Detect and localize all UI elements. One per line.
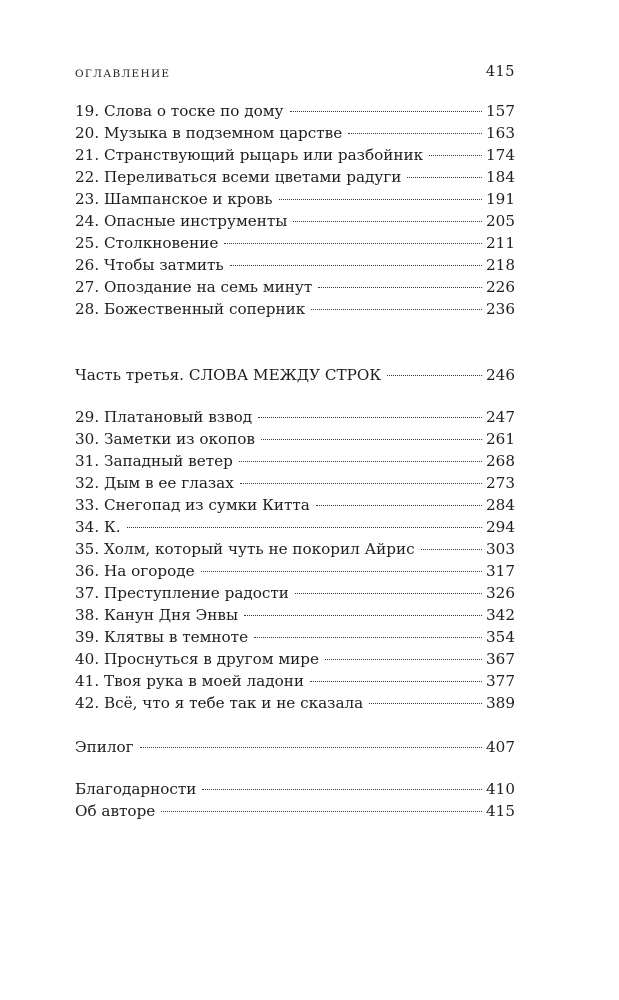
toc-entry-label: 26. Чтобы затмить [75,256,224,274]
toc-entry-page: 174 [486,146,515,164]
toc-entry [75,562,515,584]
dot-leader [348,133,482,134]
dot-leader [244,615,482,616]
toc-entry [75,146,515,168]
toc-entry-label: Благодарности [75,780,197,798]
toc-entry [75,124,515,146]
toc-entry-label: 31. Западный ветер [75,452,233,470]
toc-entry [75,694,515,716]
dot-leader [369,703,482,704]
toc-entry-label: 40. Проснуться в другом мире [75,650,320,668]
toc-entry-label: 22. Переливаться всеми цветами радуги [75,168,402,186]
dot-leader [258,417,482,418]
dot-leader [387,375,482,376]
toc-entry-label: 35. Холм, который чуть не покорил Айрис [75,540,415,558]
toc-entry [75,540,515,562]
toc-entry-label: 37. Преступление радости [75,584,289,602]
toc-entry [75,300,515,322]
toc-entry-page: 284 [486,496,515,514]
toc-entry-page: 184 [486,168,515,186]
dot-leader [254,637,482,638]
toc-entry-page: 261 [486,430,515,448]
toc-epilogue [75,738,515,760]
dot-leader [325,659,482,660]
toc-entry-label: 20. Музыка в подземном царстве [75,124,343,142]
toc-entry-page: 367 [486,650,515,668]
toc-entry-page: 354 [486,628,515,646]
toc-entry-label: 38. Канун Дня Энвы [75,606,239,624]
dot-leader [316,505,482,506]
dot-leader [429,155,482,156]
toc-entry-page: 218 [486,256,515,274]
toc-entry-page: 303 [486,540,515,558]
dot-leader [279,199,482,200]
toc-entry-page: 247 [486,408,515,426]
toc-entry-page: 191 [486,190,515,208]
toc-entry [75,234,515,256]
dot-leader [127,527,482,528]
toc-entry-page: 415 [486,802,515,820]
running-head-title: ОГЛАВЛЕНИЕ [75,68,171,80]
toc-entry-label: 25. Столкновение [75,234,219,252]
toc-entry [75,474,515,496]
toc-entry [75,780,515,802]
toc-entry-page: 268 [486,452,515,470]
dot-leader [240,483,482,484]
toc-entry-page: 407 [486,738,515,756]
toc-entry-label: 36. На огороде [75,562,195,580]
toc-entry-label: 41. Твоя рука в моей ладони [75,672,304,690]
toc-entry [75,672,515,694]
toc-entry [75,256,515,278]
toc-entry-page: 294 [486,518,515,536]
toc-entry-page: 410 [486,780,515,798]
toc-entry-page: 342 [486,606,515,624]
dot-leader [140,747,482,748]
toc-entry [75,606,515,628]
toc-entry-page: 211 [486,234,515,252]
page-number: 415 [485,64,515,80]
toc-entry [75,628,515,650]
toc-entry-page: 377 [486,672,515,690]
running-head [75,64,515,84]
toc-entry-label: Об авторе [75,802,156,820]
toc-entry-page: 205 [486,212,515,230]
toc-entry [75,496,515,518]
dot-leader [318,287,482,288]
dot-leader [407,177,482,178]
toc-entry [75,518,515,540]
toc-entry-label: 24. Опасные инструменты [75,212,288,230]
toc-entry-page: 163 [486,124,515,142]
toc-entry [75,190,515,212]
toc-entry-label: 32. Дым в ее глазах [75,474,234,492]
toc-entry-label: 42. Всё, что я тебе так и не сказала [75,694,364,712]
toc-entry-label: Эпилог [75,738,134,756]
toc-entry-page: 226 [486,278,515,296]
toc-entry-page: 246 [486,366,515,384]
toc-entry [75,430,515,452]
toc-entry-label: 39. Клятвы в темноте [75,628,249,646]
toc-part-heading [75,366,515,388]
toc-entry-label: Часть третья. СЛОВА МЕЖДУ СТРОК [75,366,382,384]
dot-leader [161,811,482,812]
toc-entry-label: 23. Шампанское и кровь [75,190,273,208]
toc-entry-label: 21. Странствующий рыцарь или разбойник [75,146,424,164]
toc-entry [75,168,515,190]
toc-entry-label: 33. Снегопад из сумки Китта [75,496,310,514]
dot-leader [201,571,482,572]
dot-leader [421,549,482,550]
toc-entry-label: 28. Божественный соперник [75,300,306,318]
toc-entry-page: 317 [486,562,515,580]
toc-entry-page: 236 [486,300,515,318]
toc-entry-label: 27. Опоздание на семь минут [75,278,313,296]
dot-leader [311,309,482,310]
dot-leader [239,461,482,462]
toc-entry [75,650,515,672]
toc-entry [75,278,515,300]
dot-leader [230,265,482,266]
toc-entry-label: 30. Заметки из окопов [75,430,255,448]
dot-leader [310,681,482,682]
toc-entry [75,212,515,234]
dot-leader [290,111,483,112]
toc-entry-page: 157 [486,102,515,120]
toc-entry-label: 34. К. [75,518,121,536]
dot-leader [202,789,482,790]
toc-entry [75,584,515,606]
dot-leader [224,243,482,244]
dot-leader [293,221,482,222]
toc-entry [75,102,515,124]
toc-entry-page: 273 [486,474,515,492]
toc-entry-label: 19. Слова о тоске по дому [75,102,284,120]
dot-leader [261,439,482,440]
toc-entry [75,408,515,430]
toc-entry-label: 29. Платановый взвод [75,408,253,426]
toc-entry [75,452,515,474]
dot-leader [295,593,482,594]
toc-entry [75,802,515,824]
toc-entry-page: 389 [486,694,515,712]
toc-entry-page: 326 [486,584,515,602]
